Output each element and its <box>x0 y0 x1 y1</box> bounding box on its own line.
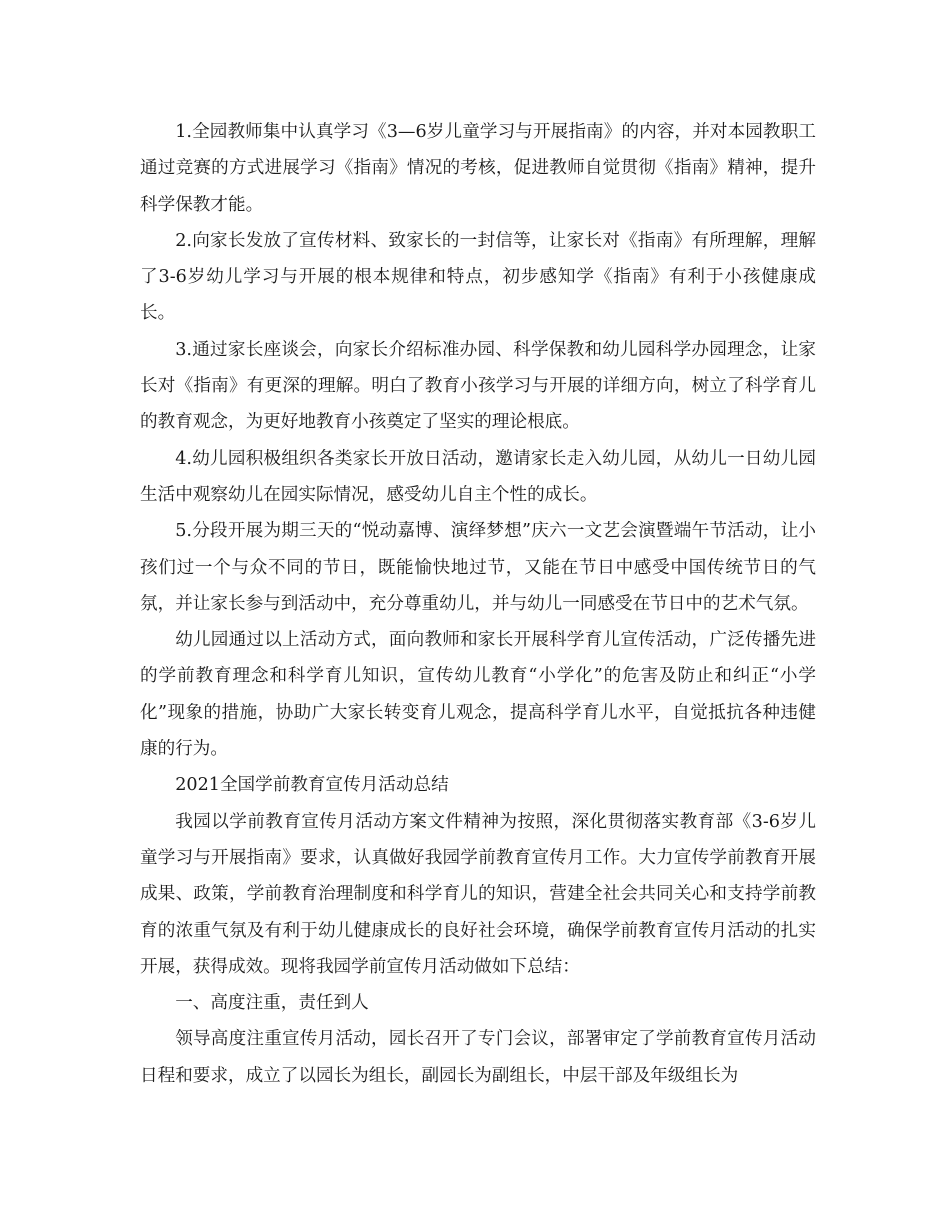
paragraph-item-1: 1.全园教师集中认真学习《3—6岁儿童学习与开展指南》的内容，并对本园教职工通过竞赛的方式进展学习《指南》情况的考核，促进教师自觉贯彻《指南》精神，提升科学保教才能。 <box>140 122 816 215</box>
section-heading-1: 一、高度注重，责任到人 <box>175 993 369 1014</box>
paragraph-intro: 我园以学前教育宣传月活动方案文件精神为按照，深化贯彻落实教育部《3-6岁儿童学习与开展指南》要求，认真做好我园学前教育宣传月工作。大力宣传学前教育开展成果、政策，学前教育治理制度和科学育儿的知识，营建全社会共同关心和支持学前教育的浓重气氛及有利于幼儿健康成长的良好社会环境，确保学前教育宣传月活动的扎实开展，获得成效。现将我园学前宣传月活动做如下总结： <box>140 811 816 977</box>
document-body <box>140 114 816 1094</box>
paragraph-item-2: 2.向家长发放了宣传材料、致家长的一封信等，让家长对《指南》有所理解，理解了3-6岁幼儿学习与开展的根本规律和特点，初步感知学《指南》有利于小孩健康成长。 <box>140 230 816 324</box>
paragraph-item-5: 5.分段开展为期三天的“悦动嘉博、演绎梦想”庆六一文艺会演暨端午节活动，让小孩们过一个与众不同的节日，既能愉快地过节，又能在节日中感受中国传统节日的气氛，并让家长参与到活动中，充分尊重幼儿，并与幼儿一同感受在节日中的艺术气氛。 <box>140 521 816 614</box>
paragraph-leadership: 领导高度注重宣传月活动，园长召开了专门会议，部署审定了学前教育宣传月活动日程和要求，成立了以园长为组长，副园长为副组长，中层干部及年级组长为 <box>140 1029 816 1086</box>
paragraph-item-3: 3.通过家长座谈会，向家长介绍标准办园、科学保教和幼儿园科学办园理念，让家长对《指南》有更深的理解。明白了教育小孩学习与开展的详细方向，树立了科学育儿的教育观念，为更好地教育小孩奠定了坚实的理论根底。 <box>140 339 816 433</box>
paragraph-summary: 幼儿园通过以上活动方式，面向教师和家长开展科学育儿宣传活动，广泛传播先进的学前教育理念和科学育儿知识，宣传幼儿教育“小学化”的危害及防止和纠正“小学化”现象的措施，协助广大家长转变育儿观念，提高科学育儿水平，自觉抵抗各种违健康的行为。 <box>140 630 816 760</box>
section-title: 2021全国学前教育宣传月活动总结 <box>175 775 449 796</box>
paragraph-item-4: 4.幼儿园积极组织各类家长开放日活动，邀请家长走入幼儿园，从幼儿一日幼儿园生活中观察幼儿在园实际情况，感受幼儿自主个性的成长。 <box>140 448 816 505</box>
